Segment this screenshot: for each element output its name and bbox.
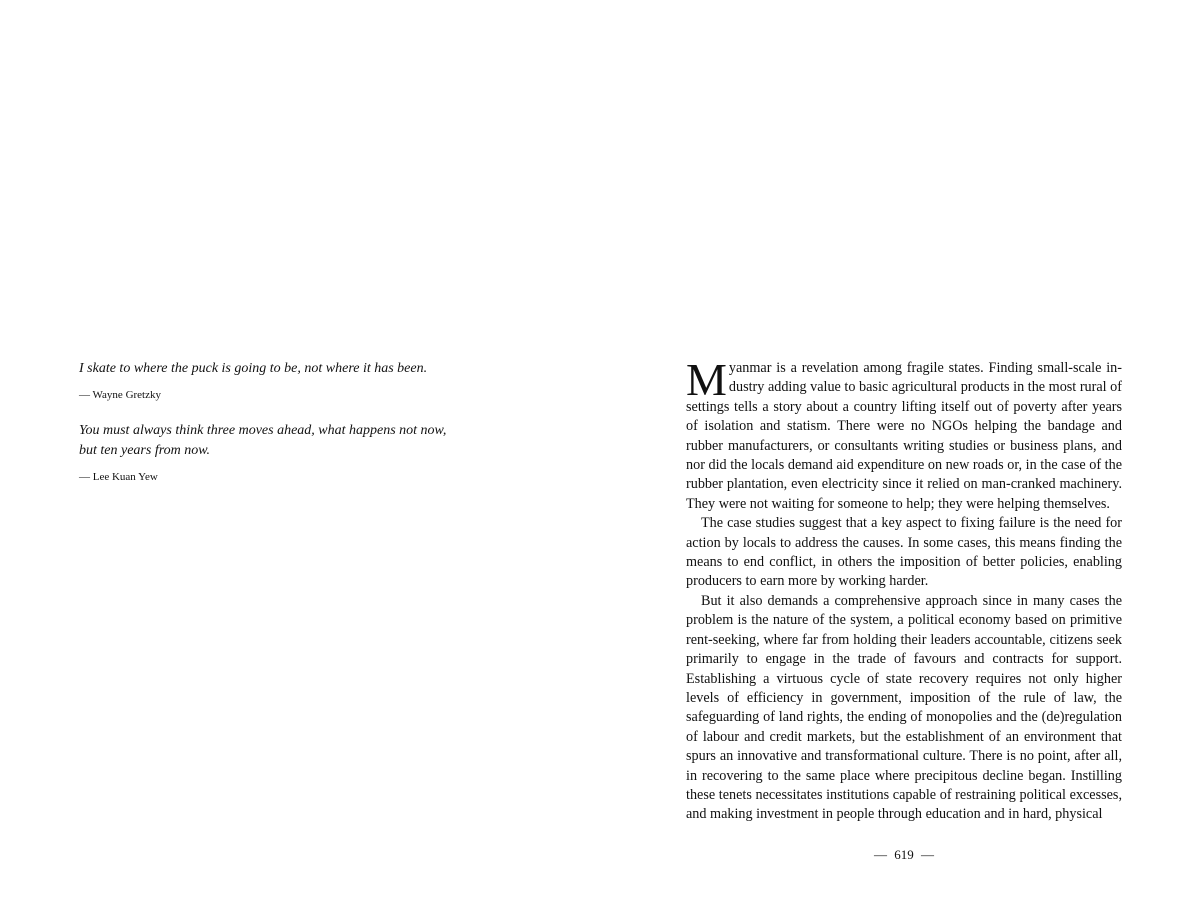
epigraphs — [79, 359, 479, 503]
body-paragraph — [686, 354, 1122, 514]
epigraph-quote: I skate to where the puck is going to be, not where it has been. — [79, 361, 428, 376]
epigraph-quote: You must always think three moves ahead, what happens not now, but ten years from now. — [79, 423, 447, 458]
epigraph — [79, 359, 479, 402]
epigraph-attribution: — Wayne Gretzky — [79, 389, 161, 401]
body-paragraph: But it also demands a comprehensive approach since in many cases the problem is the nature of the system, a political economy based on primitive rent-seeking, where far from holding their leaders accountable, citizens seek primarily to engage in the trade of favours and contracts for support. Establishing a virtuous cycle of state recovery requires not only higher levels of efficiency in government, imposition of the rule of law, the safeguarding of land rights, the ending of monopolies and the (de)regulation of labour and credit markets, but the establishment of an environment that spurs an innovative and transformational culture. There is no point, after all, in recovering to the same place where precipitous decline began. Instilling these tenets necessitates institutions capable of restraining political excesses, and making investment in people through education and in hard, physical — [686, 592, 1122, 823]
epigraph — [79, 421, 479, 484]
body-paragraph: The case studies suggest that a key aspect to fixing failure is the need for action by locals to address the causes. In some cases, this means finding the means to end conflict, in others the imposition of better policies, enabling producers to earn more by working harder. — [686, 515, 1122, 590]
epigraph-attribution: — Lee Kuan Yew — [79, 471, 158, 483]
page-number: — 619 — — [874, 847, 934, 862]
drop-cap: M — [686, 354, 727, 405]
paragraph-text: yanmar is a revelation among fragile states. Finding small-scale industry adding value to basic agricultural products in the most rural of settings tells a story about a country lifting itself out of poverty after years of isolation and statism. There were no NGOs helping the bandage and rubber manufacturers, or consultants writing studies or business plans, and nor did the locals demand aid expenditure on new roads or, in the case of the rubber plantation, even electricity since it relied on man-cranked machinery. They were not waiting for someone to help; they were helping themselves. — [686, 360, 1122, 512]
chapter-body — [686, 354, 1122, 825]
